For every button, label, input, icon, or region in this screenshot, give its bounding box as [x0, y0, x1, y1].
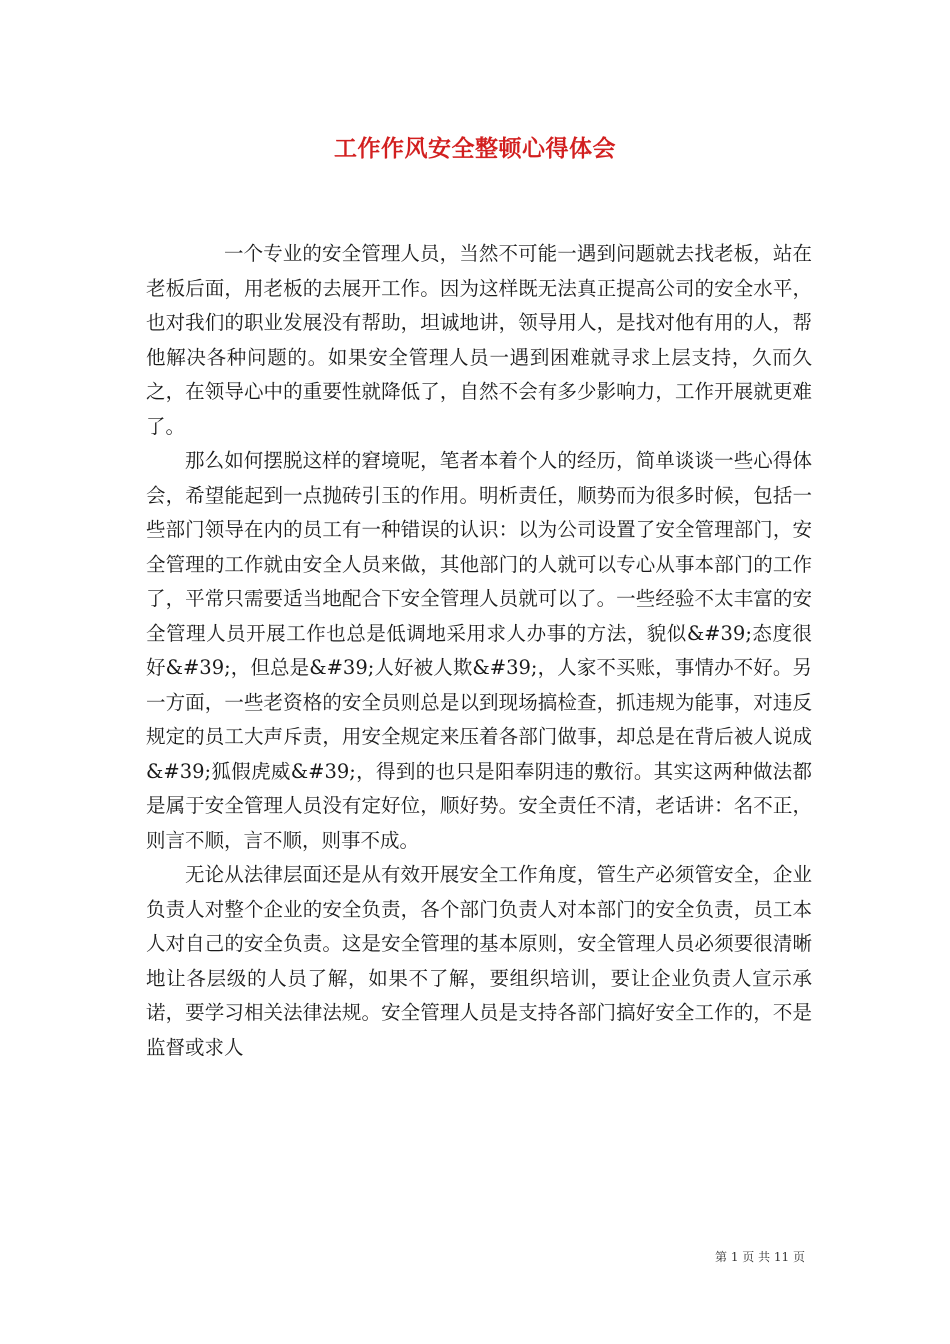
- page-number-footer: 第 1 页 共 11 页: [715, 1250, 805, 1264]
- paragraph-2: 那么如何摆脱这样的窘境呢，笔者本着个人的经历，简单谈谈一些心得体会，希望能起到一点抛砖引玉的作用。明析责任，顺势而为很多时候，包括一些部门领导在内的员工有一种错误的认识：以为公司设置了安全管理部门，安全管理的工作就由安全人员来做，其他部门的人就可以专心从事本部门的工作了，平常只需要适当地配合下安全管理人员就可以了。一些经验不太丰富的安全管理人员开展工作也总是低调地采用求人办事的方法，貌似&#39;态度很好&#39;，但总是&#39;人好被人欺&#39;，人家不买账，事情办不好。另一方面，一些老资格的安全员则总是以到现场搞检查，抓违规为能事，对违反规定的员工大声斥责，用安全规定来压着各部门做事，却总是在背后被人说成&#39;狐假虎威&#39;，得到的也只是阳奉阴违的敷衍。其实这两种做法都是属于安全管理人员没有定好位，顺好势。安全责任不清，老话讲：名不正，则言不顺，言不顺，则事不成。: [146, 449, 812, 852]
- document-body: [146, 237, 812, 1065]
- paragraph-3: 无论从法律层面还是从有效开展安全工作角度，管生产必须管安全，企业负责人对整个企业的安全负责，各个部门负责人对本部门的安全负责，员工本人对自己的安全负责。这是安全管理的基本原则，安全管理人员必须要很清晰地让各层级的人员了解，如果不了解，要组织培训，要让企业负责人宣示承诺，要学习相关法律法规。安全管理人员是支持各部门搞好安全工作的，不是监督或求人: [146, 863, 812, 1059]
- page-title: 工作作风安全整顿心得体会: [334, 135, 616, 162]
- paragraph-1: 一个专业的安全管理人员，当然不可能一遇到问题就去找老板，站在老板后面，用老板的去展开工作。因为这样既无法真正提高公司的安全水平，也对我们的职业发展没有帮助，坦诚地讲，领导用人，是找对他有用的人，帮他解决各种问题的。如果安全管理人员一遇到困难就寻求上层支持，久而久之，在领导心中的重要性就降低了，自然不会有多少影响力，工作开展就更难了。: [146, 242, 812, 438]
